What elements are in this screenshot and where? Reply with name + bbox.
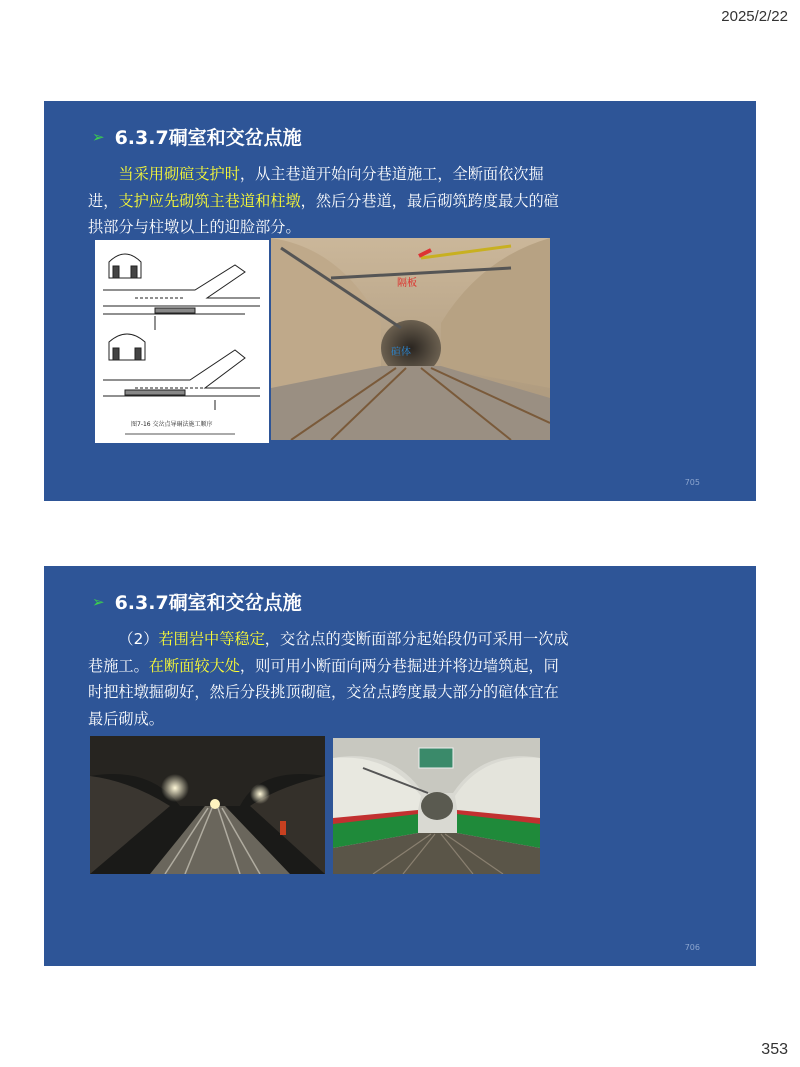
slide-body-text <box>88 626 570 732</box>
slide-body-text <box>88 161 570 241</box>
slide-title-text: 6.3.7硐室和交岔点施 <box>114 592 302 614</box>
body-text: ，然后分巷道，最后砌筑跨度最大的碹拱部分与柱墩以上的迎脸部分。 <box>88 191 559 236</box>
slide-title <box>92 588 302 615</box>
highlight-text: 在断面较大处 <box>148 656 240 675</box>
construction-sequence-drawing <box>95 240 269 443</box>
highlight-text: 若围岩中等稳定 <box>158 630 265 648</box>
slide-number: 706 <box>684 943 700 952</box>
underground-tunnel-photo <box>90 736 325 874</box>
body-text: ，交岔点的变断面部分起始段仍可采用一次成巷施工。 <box>88 630 569 675</box>
arrow-bullet-icon: ➢ <box>92 592 105 611</box>
slide-706 <box>44 566 756 966</box>
slide-705 <box>44 101 756 501</box>
photo-label-blue: 碹体 <box>391 347 411 358</box>
slide-title <box>92 123 302 150</box>
page-date: 2025/2/22 <box>721 8 788 25</box>
tunnel-junction-photo <box>271 238 550 440</box>
tunnel-green-wall-photo <box>333 738 540 874</box>
highlight-text: 支护应先砌筑主巷道和柱墩 <box>118 191 301 210</box>
photo-label-red: 隔板 <box>397 278 417 289</box>
highlight-text: 当采用砌碹支护时 <box>118 165 240 183</box>
page-number: 353 <box>761 1041 788 1058</box>
body-text: （2） <box>118 630 159 648</box>
body-text: ，则可用小断面向两分巷掘进并将边墙筑起，同时把柱墩掘砌好，然后分段挑顶砌碹，交岔点跨度最大部分的碹体宜在最后砌成。 <box>88 656 559 728</box>
drawing-caption: 图7-16 交岔点导硐法施工顺序 <box>131 421 213 428</box>
slide-title-text: 6.3.7硐室和交岔点施 <box>114 127 302 149</box>
slide-number: 705 <box>684 478 700 487</box>
body-text: ，从主巷道开始向分巷道施工，全断面依次掘进， <box>88 165 544 210</box>
arrow-bullet-icon: ➢ <box>92 127 105 146</box>
